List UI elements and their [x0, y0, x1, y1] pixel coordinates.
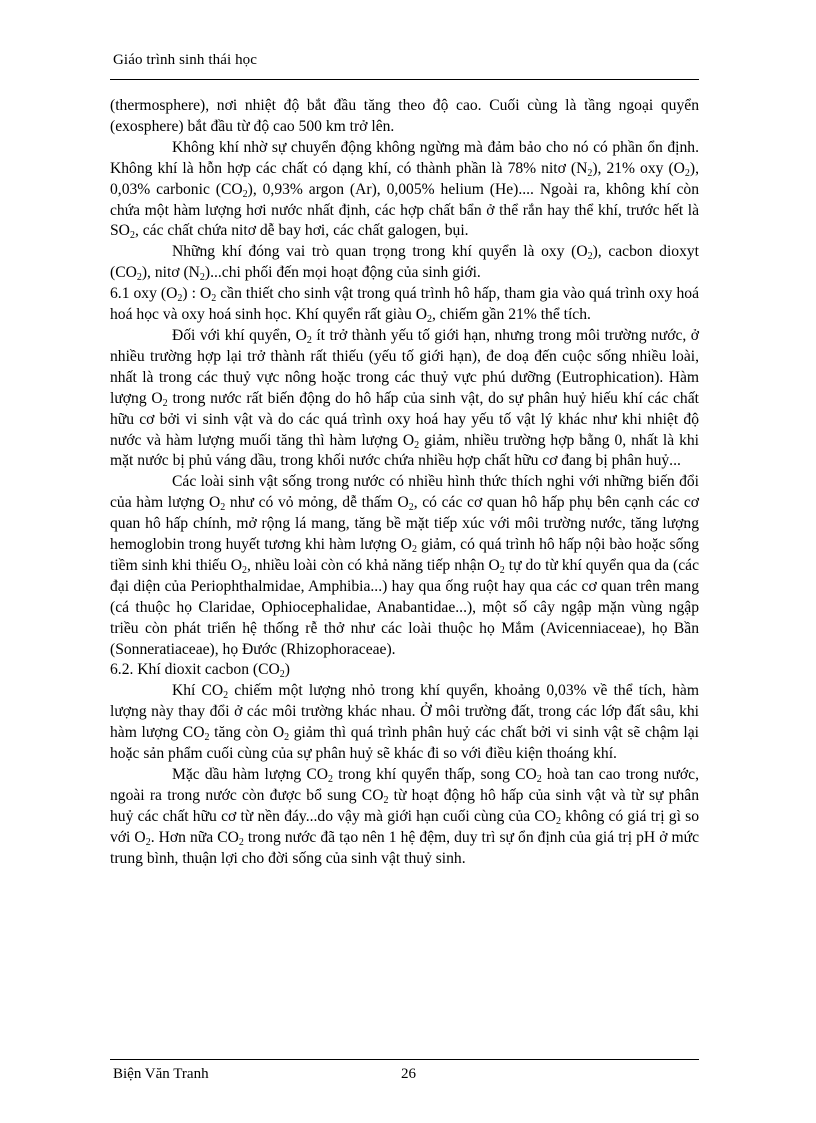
text-run: ) : O	[182, 285, 212, 303]
text-run: tăng còn O	[209, 724, 285, 742]
subscript: 2	[223, 690, 229, 702]
paragraph	[110, 96, 699, 138]
text-run: 6.2. Khí dioxit cacbon (CO	[110, 661, 280, 679]
paragraph	[110, 681, 699, 765]
text-run: chiếm một lượng nhỏ trong khí quyển, khoảng 0,03% về thể tích, hàm lượng này thay đổi ở các môi trường khác nhau. Ở môi trường đất, trong các lớp đất sâu, khi hàm lượng CO	[110, 682, 699, 742]
text-run: , nhiều loài còn có khả năng tiếp nhận O	[247, 556, 500, 574]
footer-author: Biện Văn Tranh	[113, 1066, 209, 1082]
text-run: ), 21% oxy (O	[592, 159, 685, 177]
subscript: 2	[279, 669, 285, 681]
section-heading-paragraph	[110, 660, 699, 681]
subscript: 2	[587, 167, 593, 179]
text-run: Không khí nhờ sự chuyển động không ngừng mà đảm bảo cho nó có phần ổn định. Không khí là hỗn hợp các chất có dạng khí, có thành phần là 78% nitơ (N	[110, 138, 699, 177]
subscript: 2	[129, 230, 135, 242]
text-run: như có vỏ mỏng, dễ thấm O	[225, 494, 409, 512]
subscript: 2	[162, 397, 168, 409]
subscript: 2	[684, 167, 690, 179]
body-text	[110, 96, 699, 870]
text-run: (thermosphere), nơi nhiệt độ bắt đầu tăng theo độ cao. Cuối cùng là tầng ngoại quyển (exosphere) bắt đầu từ độ cao 500 km trở lên.	[110, 97, 699, 135]
text-run: giảm thì quá trình phân huỷ các chất bởi vi sinh vật sẽ chậm lại hoặc sản phẩm cuối cùng của sự phân huỷ sẽ khác đi so với điều kiện thoáng khí.	[110, 724, 699, 763]
subscript: 2	[536, 774, 542, 785]
text-run: Khí CO	[172, 682, 224, 700]
subscript: 2	[411, 544, 417, 556]
text-run: , chiếm gần 21% thể tích.	[432, 306, 591, 324]
text-run: Mặc dầu hàm lượng CO	[172, 766, 328, 783]
subscript: 2	[204, 732, 210, 744]
subscript: 2	[328, 774, 333, 785]
subscript: 2	[238, 836, 244, 848]
subscript: 2	[306, 334, 312, 346]
text-run: ), cacbon dioxyt (CO	[110, 243, 699, 282]
text-run: ít trở thành yếu tố giới hạn, nhưng trong môi trường nước, ở nhiều trường hợp lại trở thành rất thiếu (yếu tố giới hạn), đe doạ đến cuộc sống nhiều loài, nhất là trong các thuỷ vực nông hoặc trong các thuỷ vực phú dưỡng (Eutrophication). Hàm lượng O	[110, 326, 699, 407]
text-run: Các loài sinh vật sống trong nước có nhiều hình thức thích nghi với những biến đổi của hàm lượng O	[110, 473, 699, 512]
text-run: trong khí quyển thấp, song CO	[333, 766, 537, 783]
paragraph	[110, 242, 699, 284]
text-run: cần thiết cho sinh vật trong quá trình hô hấp, tham gia vào quá trình oxy hoá hoá học và oxy hoá sinh học. Khí quyển rất giàu O	[110, 285, 699, 324]
page-header	[110, 46, 699, 80]
text-run: giảm, có quá trình hô hấp nội bào hoặc sống tiềm sinh khi thiếu O	[110, 536, 699, 574]
text-run: , có các cơ quan hô hấp phụ bên cạnh các cơ quan hô hấp chính, mở rộng lá mang, tăng bề mặt tiếp xúc với môi trường nước, tăng lượng hemoglobin trong huyết tương khi hàm lượng O	[110, 494, 699, 554]
paragraph	[110, 765, 699, 870]
text-run: không có giá trị gì so với O	[110, 807, 699, 846]
text-run: từ hoạt động hô hấp của sinh vật và từ sự phân huỷ các chất hữu cơ từ nền đáy...do vậy mà giới hạn cuối cùng của CO	[110, 786, 699, 825]
subscript: 2	[136, 272, 142, 284]
subscript: 2	[242, 564, 247, 576]
text-run: ), 0,93% argon (Ar), 0,005% helium (He).... Ngoài ra, không khí còn chứa một hàm lượng hơi nước nhất định, các hợp chất bẩn ở thể rắn hay thể khí, trước hết là SO	[110, 180, 699, 240]
subscript: 2	[383, 794, 389, 806]
text-run: )...chi phối đến mọi hoạt động của sinh giới.	[204, 264, 481, 282]
subscript: 2	[145, 836, 151, 848]
section-heading-paragraph	[110, 284, 699, 326]
text-run: 6.1 oxy (O	[110, 285, 178, 303]
subscript: 2	[284, 732, 290, 744]
text-run: )	[284, 661, 290, 679]
text-run: . Hơn nữa CO	[150, 828, 239, 846]
text-run: trong nước đã tạo nên 1 hệ đệm, duy trì sự ổn định của giá trị pH ở mức trung bình, thuận lợi cho đời sống của sinh vật thuỷ sinh.	[110, 828, 699, 867]
subscript: 2	[242, 188, 248, 200]
paragraph	[110, 326, 699, 472]
text-run: hoà tan cao trong nước, ngoài ra trong nước còn được bổ sung CO	[110, 766, 699, 804]
subscript: 2	[211, 293, 217, 305]
text-run: ), 0,03% carbonic (CO	[110, 159, 699, 198]
text-run: , các chất chứa nitơ dễ bay hơi, các chất galogen, bụi.	[134, 222, 469, 240]
text-run: ), nitơ (N	[141, 264, 200, 282]
header-title: Giáo trình sinh thái học	[113, 52, 258, 68]
page-number: 26	[401, 1066, 416, 1082]
subscript: 2	[220, 502, 226, 514]
subscript: 2	[499, 564, 505, 576]
subscript: 2	[414, 439, 420, 451]
paragraph	[110, 472, 699, 660]
paragraph	[110, 138, 699, 243]
page-footer	[110, 1059, 699, 1089]
text-run: giảm, nhiều trường hợp bằng 0, nhất là khi mặt nước bị phủ váng dầu, trong khối nước chứa nhiều hợp chất hữu cơ đang bị phân huỷ...	[110, 431, 699, 470]
text-run: Những khí đóng vai trò quan trọng trong khí quyển là oxy (O	[172, 243, 588, 261]
text-run: Đối với khí quyển, O	[172, 326, 307, 344]
subscript: 2	[199, 272, 205, 284]
text-run: trong nước rất biến động do hô hấp của sinh vật, do sự phân huỷ hiếu khí các chất hữu cơ bởi vi sinh vật và do các quá trình oxy hoá hay yếu tố vật lý khác như khi nhiệt độ nước và hàm lượng muối tăng thì hàm lượng O	[110, 389, 699, 449]
subscript: 2	[427, 314, 432, 326]
subscript: 2	[587, 251, 593, 263]
text-run: tự do từ khí quyển qua da (các đại diện của Periophthalmidae, Amphibia...) hay qua ống ruột hay qua các cơ quan trên mang (cá thuộc họ Claridae, Ophiocephalidae, Anabantidae...), một số cây ngập mặn vùng ngập triều còn phát triển hệ thống rễ thở như các loài thuộc họ Mắm (Avicenniaceae), họ Bần (Sonneratiaceae), họ Đước (Rhizophoraceae).	[110, 556, 699, 658]
subscript: 2	[556, 815, 562, 827]
subscript: 2	[408, 502, 414, 514]
subscript: 2	[177, 293, 183, 305]
